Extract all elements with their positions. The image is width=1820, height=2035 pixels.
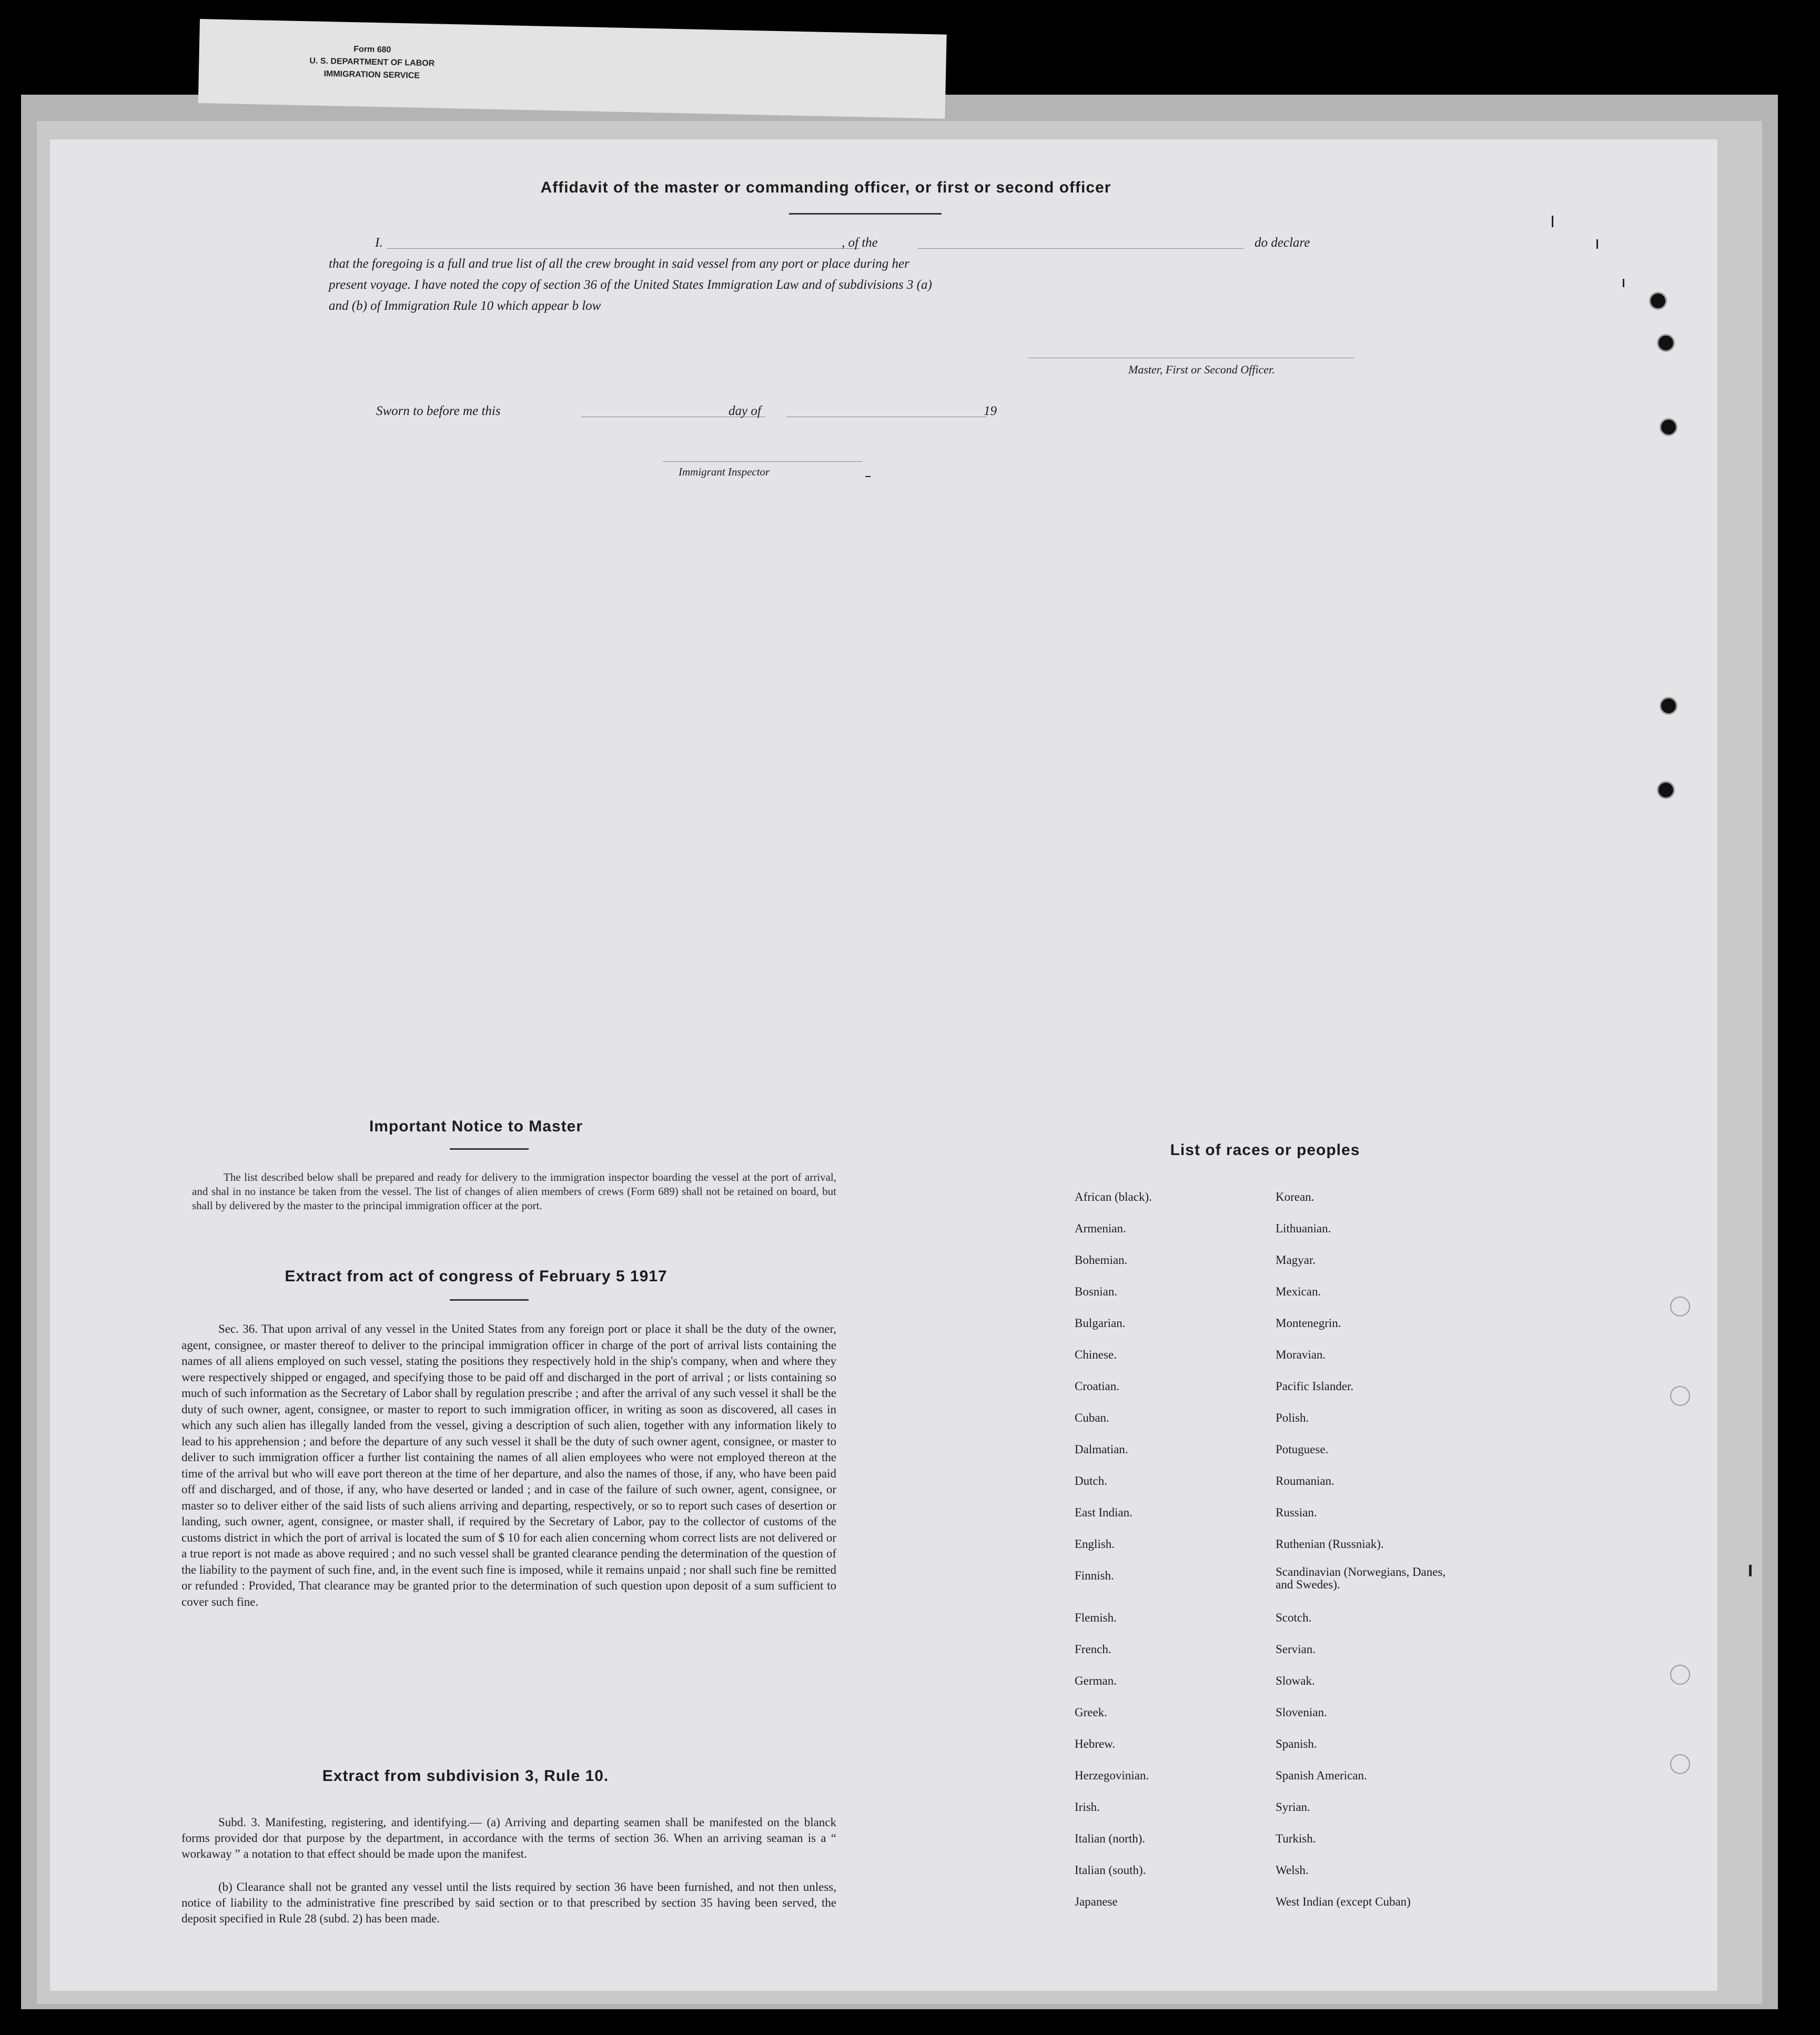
affidavit-line-2: that the foregoing is a full and true list of all the crew brought in said vessel from any port or place during her xyxy=(329,257,909,271)
race-item: English. xyxy=(1075,1537,1115,1551)
race-item: Scandinavian (Norwegians, Danes, and Swedes). xyxy=(1276,1565,1446,1591)
race-item: German. xyxy=(1075,1674,1117,1687)
race-item: Bulgarian. xyxy=(1075,1317,1126,1330)
race-item: Herzegovinian. xyxy=(1075,1769,1149,1782)
inspector-caption: Immigrant Inspector xyxy=(679,465,770,478)
race-item: Greek. xyxy=(1075,1706,1107,1719)
affidavit-title: Affidavit of the master or commanding officer, or first or second officer xyxy=(540,179,1111,196)
vessel-blank xyxy=(918,248,1244,249)
race-item: Croatian. xyxy=(1075,1380,1119,1393)
day-of-text: day of xyxy=(729,404,761,418)
race-item: Ruthenian (Russniak). xyxy=(1276,1537,1384,1551)
race-item: Dalmatian. xyxy=(1075,1443,1128,1456)
act-extract-rule xyxy=(450,1299,529,1301)
race-item: Mexican. xyxy=(1276,1285,1321,1298)
race-item: Lithuanian. xyxy=(1276,1222,1331,1235)
binder-hole xyxy=(1670,1665,1690,1685)
race-item: Servian. xyxy=(1276,1643,1316,1656)
binder-hole xyxy=(1649,292,1667,310)
race-item: Dutch. xyxy=(1075,1474,1107,1487)
race-item: Turkish. xyxy=(1276,1832,1316,1845)
year-prefix: 19 xyxy=(984,404,997,418)
rule-extract-para-a: Subd. 3. Manifesting, registering, and identifying.— (a) Arriving and departing seamen shall be manifested on the blanck forms provided dor that purpose by the department, in accordance with the terms of section 36. When an arriving seaman is a “ workaway ” a notation to that effect should be made upon the manifest. xyxy=(181,1816,836,1860)
affidavit-title-rule xyxy=(789,213,942,215)
affidavit-line-4: and (b) of Immigration Rule 10 which appear b low xyxy=(329,299,601,313)
race-item: Italian (south). xyxy=(1075,1864,1146,1877)
affidavit-do-declare: do declare xyxy=(1255,236,1310,250)
binder-hole xyxy=(1670,1297,1690,1317)
signature-caption: Master, First or Second Officer. xyxy=(1128,363,1275,376)
main-sheet xyxy=(50,139,1717,1991)
act-extract-text: Sec. 36. That upon arrival of any vessel in the United States from any foreign port or place it shall be the duty of the owner, agent, consignee, or master thereof to deliver to the principal immigration officer in charge of the port of arrival lists containing the names of all aliens employed on such vessel, stating the positions they respectively hold in the ship's company, when and where they were respectively shipped or engaged, and specifying those to be paid off and discharged in the port of arrival ; or lists containing so much of such information as the Secretary of Labor shall by regulation prescribe ; and after the arrival of any such vessel it shall be the duty of such owner, agent, consignee, or master to report to such immigration officer, in writing as soon as discovered, all cases in which any such alien has illegally landed from the vessel, giving a description of such alien, together with any information likely to lead to his apprehension ; and before the departure of any such vessel it shall be the duty of such owner agent, consignee, or master to deliver to such immigration officer a further list containing the names of all alien employees who were not employed thereon at the time of the arrival but who will eave port thereon at the time of her departure, and also the names of those, if any, who have been paid off and discharged, and of those, if any, who have deserted or landed ; and in case of the failure of such owner, agent, consignee, or master so to deliver either of the said lists of such aliens arriving and departing, respectively, or so to report such cases of desertion or landing, such owner, agent, consignee, or master shall, if required by the Secretary of Labor, pay to the collector of customs of the customs district in which the port of arrival is located the sum of $ 10 for each alien concerning whom correct lists are not delivered or a true report is not made as above required ; and no such vessel shall be granted clearance pending the determination of the question of the liability to the payment of such fine, and, in the event such fine is imposed, while it remains unpaid ; nor shall such fine be remitted or refunded : Provided, That clearance may be granted prior to the determination of such question upon deposit of a sum sufficient to cover such fine. xyxy=(181,1322,836,1608)
race-item: Finnish. xyxy=(1075,1569,1114,1582)
binder-hole xyxy=(1657,781,1675,799)
notice-text: The list described below shall be prepared and ready for delivery to the immigration inspector boarding the vessel at the port of arrival, and shal in no instance be taken from the vessel. The list of changes of alien members of crews (Form 689) shall not be retained on board, but shall by delivered by the master to the principal immigration officer at the port. xyxy=(192,1171,836,1212)
race-item: Hebrew. xyxy=(1075,1737,1116,1750)
race-item: Pacific Islander. xyxy=(1276,1380,1354,1393)
race-item: Potuguese. xyxy=(1276,1443,1329,1456)
form-tag-strip xyxy=(198,19,947,119)
race-item: Flemish. xyxy=(1075,1611,1117,1624)
race-item: Spanish American. xyxy=(1276,1769,1367,1782)
race-item: Armenian. xyxy=(1075,1222,1126,1235)
rule-extract-title: Extract from subdivision 3, Rule 10. xyxy=(322,1767,609,1785)
race-item: Bohemian. xyxy=(1075,1253,1128,1267)
race-item: Chinese. xyxy=(1075,1348,1117,1361)
race-item: French. xyxy=(1075,1643,1111,1656)
race-item: Korean. xyxy=(1276,1190,1315,1203)
binder-hole xyxy=(1670,1754,1690,1774)
ink-mark xyxy=(1749,1565,1752,1576)
race-item: Moravian. xyxy=(1276,1348,1326,1361)
binder-hole xyxy=(1660,697,1677,715)
name-blank xyxy=(387,248,860,249)
race-item: Roumanian. xyxy=(1276,1474,1334,1487)
race-item: Bosnian. xyxy=(1075,1285,1118,1298)
act-extract-title: Extract from act of congress of February 5 1917 xyxy=(285,1268,668,1285)
form-tag xyxy=(309,42,435,83)
race-item: East Indian. xyxy=(1075,1506,1133,1519)
ink-mark xyxy=(1552,216,1553,227)
race-item: Slovenian. xyxy=(1276,1706,1327,1719)
service-name: IMMIGRATION SERVICE xyxy=(323,69,420,80)
race-item: Scotch. xyxy=(1276,1611,1312,1624)
binder-hole xyxy=(1660,418,1677,436)
race-item: Slowak. xyxy=(1276,1674,1315,1687)
race-item: Welsh. xyxy=(1276,1864,1309,1877)
race-item: Cuban. xyxy=(1075,1411,1109,1424)
department-name: U. S. DEPARTMENT OF LABOR xyxy=(309,56,435,68)
notice-title: Important Notice to Master xyxy=(369,1118,583,1135)
inspector-line xyxy=(663,461,863,462)
form-number: Form 680 xyxy=(353,45,391,55)
binder-hole xyxy=(1657,334,1675,352)
races-title: List of races or peoples xyxy=(1170,1141,1360,1159)
race-item: Japanese xyxy=(1075,1895,1118,1908)
race-item: Russian. xyxy=(1276,1506,1317,1519)
ink-mark xyxy=(1596,239,1598,249)
race-item: African (black). xyxy=(1075,1190,1152,1203)
race-item: Polish. xyxy=(1276,1411,1309,1424)
binder-hole xyxy=(1670,1386,1690,1406)
race-item: Syrian. xyxy=(1276,1800,1310,1814)
race-item: Magyar. xyxy=(1276,1253,1316,1267)
race-item: Montenegrin. xyxy=(1276,1317,1341,1330)
race-item: Spanish. xyxy=(1276,1737,1317,1750)
race-item: Irish. xyxy=(1075,1800,1100,1814)
race-item: West Indian (except Cuban) xyxy=(1276,1895,1411,1908)
affidavit-line-3: present voyage. I have noted the copy of section 36 of the United States Immigration Law and of subdivisions 3 (a) xyxy=(329,278,932,292)
race-item: Italian (north). xyxy=(1075,1832,1146,1845)
notice-title-rule xyxy=(450,1148,529,1150)
affidavit-of-the: , of the xyxy=(842,236,878,250)
sworn-text: Sworn to before me this xyxy=(376,404,501,418)
ink-mark xyxy=(865,476,871,477)
rule-extract-para-b: (b) Clearance shall not be granted any vessel until the lists required by section 36 have been furnished, and not then unless, notice of liability to the administrative fine prescribed by said section or to that prescribed by section 35 having been served, the deposit specified in Rule 28 (subd. 2) has been made. xyxy=(181,1880,836,1925)
affidavit-i: I. xyxy=(375,236,383,250)
ink-mark xyxy=(1623,279,1624,287)
